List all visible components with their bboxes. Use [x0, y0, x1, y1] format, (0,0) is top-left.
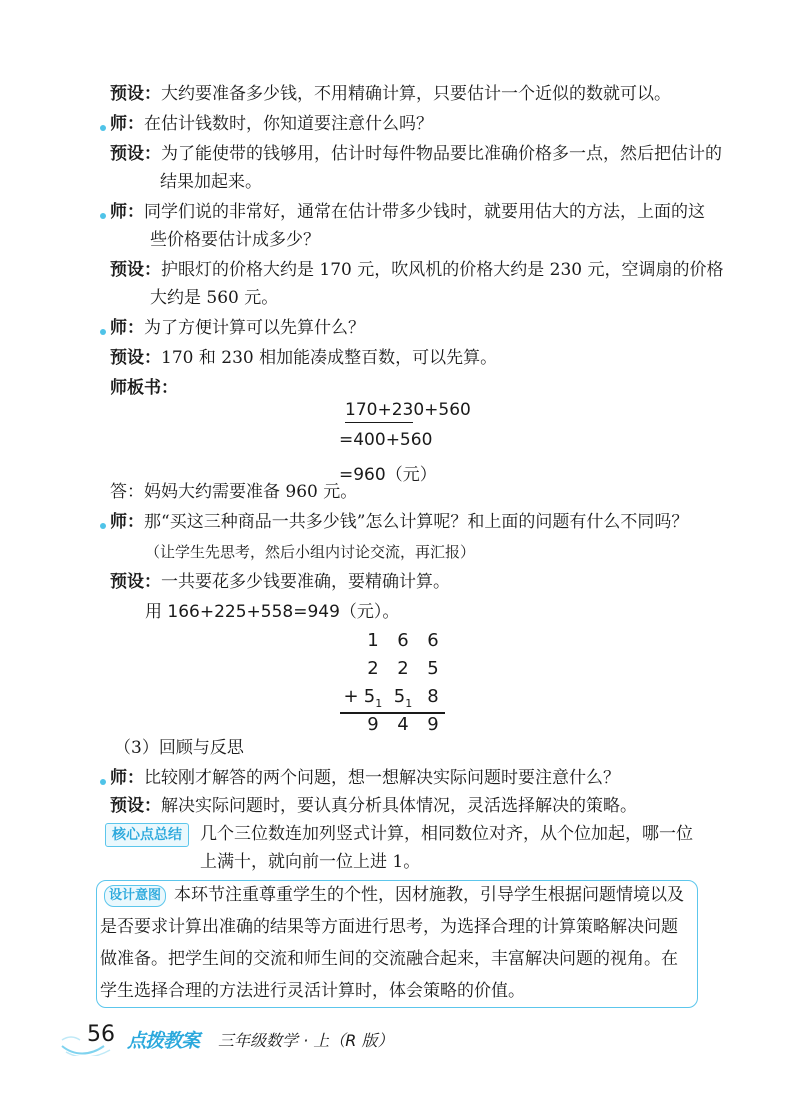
answer-line: 答：妈妈大约需要准备 960 元。 — [110, 482, 358, 502]
speaker-label: 预设： — [110, 796, 161, 816]
digit: 2 — [397, 658, 409, 679]
line-text: 那“买这三种商品一共多少钱”怎么计算呢？和上面的问题有什么不同吗？ — [144, 512, 689, 532]
line-teacher-1 — [110, 110, 433, 138]
digit: 9 — [367, 714, 379, 735]
speaker-label: 预设： — [110, 348, 161, 368]
core-summary-tag: 核心点总结 — [105, 823, 189, 847]
page-number: 56 — [87, 1022, 115, 1047]
line-text: 170 和 230 相加能凑成整百数，可以先算。 — [161, 348, 498, 368]
speaker-label: 师： — [110, 512, 144, 532]
line-preset-5 — [110, 568, 450, 596]
line-text: 一共要花多少钱要准确，要精确计算。 — [161, 572, 450, 592]
board-line-3: =960（元） — [339, 465, 437, 485]
core-line-2: 上满十，就向前一位上进 1。 — [200, 852, 421, 872]
line-continuation — [150, 226, 320, 254]
line-text: 大约是 560 元。 — [150, 288, 279, 308]
line-text: 为了方便计算可以先算什么？ — [144, 318, 365, 338]
board-line-1 — [345, 400, 471, 420]
line-text: 在估计钱数时，你知道要注意什么吗？ — [144, 114, 433, 134]
speaker-label: 师： — [110, 202, 144, 222]
carry-mark: 1 — [405, 697, 413, 710]
bullet-dot-icon — [100, 329, 106, 335]
line-teacher-4 — [110, 508, 688, 536]
line-teacher-2 — [110, 198, 705, 226]
speaker-label: 师： — [110, 768, 144, 788]
digit: 6 — [427, 630, 439, 651]
calc-text: 用 166+225+558=949（元）。 — [145, 602, 400, 622]
plus-sign: + — [343, 686, 359, 707]
line-text: 解决实际问题时，要认真分析具体情况，灵活选择解决的策略。 — [161, 796, 637, 816]
digit: 6 — [397, 630, 409, 651]
digit: 5 — [363, 686, 376, 707]
calc-line — [145, 598, 399, 626]
line-text: 同学们说的非常好，通常在估计带多少钱时，就要用估大的方法，上面的这 — [144, 202, 705, 222]
design-line-4: 学生选择合理的方法进行灵活计算时，体会策略的价值。 — [100, 981, 525, 1001]
line-preset-3 — [110, 256, 724, 284]
design-line-3: 做准备。把学生间的交流和师生间的交流融合起来，丰富解决问题的视角。在 — [100, 949, 678, 969]
instruction-note: （让学生先思考，然后小组内讨论交流，再汇报） — [145, 543, 476, 561]
line-text: 护眼灯的价格大约是 170 元，吹风机的价格大约是 230 元，空调扇的价格 — [161, 260, 724, 280]
digit-with-carry — [392, 686, 414, 710]
line-preset-1 — [110, 80, 671, 108]
speaker-label: 预设： — [110, 572, 161, 592]
digit-with-carry — [362, 686, 384, 710]
line-preset-2 — [110, 140, 722, 168]
digit: 2 — [367, 658, 379, 679]
board-line-2: =400+560 — [339, 430, 433, 450]
line-text: 为了能使带的钱够用，估计时每件物品要比准确价格多一点，然后把估计的 — [161, 144, 722, 164]
bullet-dot-icon — [100, 523, 106, 529]
underline-mark — [345, 422, 413, 423]
digit: 5 — [393, 686, 406, 707]
line-continuation — [160, 168, 262, 196]
digit: 9 — [427, 714, 439, 735]
speaker-label: 预设： — [110, 144, 161, 164]
line-text: 大约要准备多少钱，不用精确计算，只要估计一个近似的数就可以。 — [161, 84, 671, 104]
digit: 5 — [427, 658, 439, 679]
line-text: 比较刚才解答的两个问题，想一想解决实际问题时要注意什么？ — [144, 768, 620, 788]
bullet-dot-icon — [100, 779, 106, 785]
line-text: 结果加起来。 — [160, 172, 262, 192]
book-title: 三年级数学 · 上（R 版） — [218, 1031, 394, 1050]
design-line-1: 本环节注重尊重学生的个性，因材施教，引导学生根据问题情境以及 — [174, 885, 684, 905]
line-preset-6 — [110, 792, 637, 820]
digit: 8 — [427, 686, 439, 707]
brand-logo: 点拨教案 — [127, 1030, 200, 1052]
line-teacher-5 — [110, 764, 620, 792]
design-line-2: 是否要求计算出准确的结果等方面进行思考，为选择合理的计算策略解决问题 — [100, 917, 678, 937]
speaker-label: 师： — [110, 114, 144, 134]
design-intent-tag: 设计意图 — [104, 885, 166, 907]
bullet-dot-icon — [100, 213, 106, 219]
line-continuation — [150, 284, 278, 312]
speaker-label: 预设： — [110, 260, 161, 280]
digit: 1 — [367, 630, 379, 651]
digit: 4 — [397, 714, 409, 735]
line-teacher-3 — [110, 314, 365, 342]
line-text: 些价格要估计成多少？ — [150, 230, 320, 250]
bullet-dot-icon — [100, 125, 106, 131]
board-heading — [110, 374, 178, 402]
section-heading: （3）回顾与反思 — [114, 738, 244, 758]
line-preset-4 — [110, 344, 497, 372]
carry-mark: 1 — [375, 697, 383, 710]
speaker-label: 师： — [110, 318, 144, 338]
speaker-label: 师板书： — [110, 378, 178, 398]
core-line-1: 几个三位数连加列竖式计算，相同数位对齐，从个位加起，哪一位 — [200, 824, 693, 844]
speaker-label: 预设： — [110, 84, 161, 104]
board-expression: 170+230+560 — [345, 400, 471, 420]
